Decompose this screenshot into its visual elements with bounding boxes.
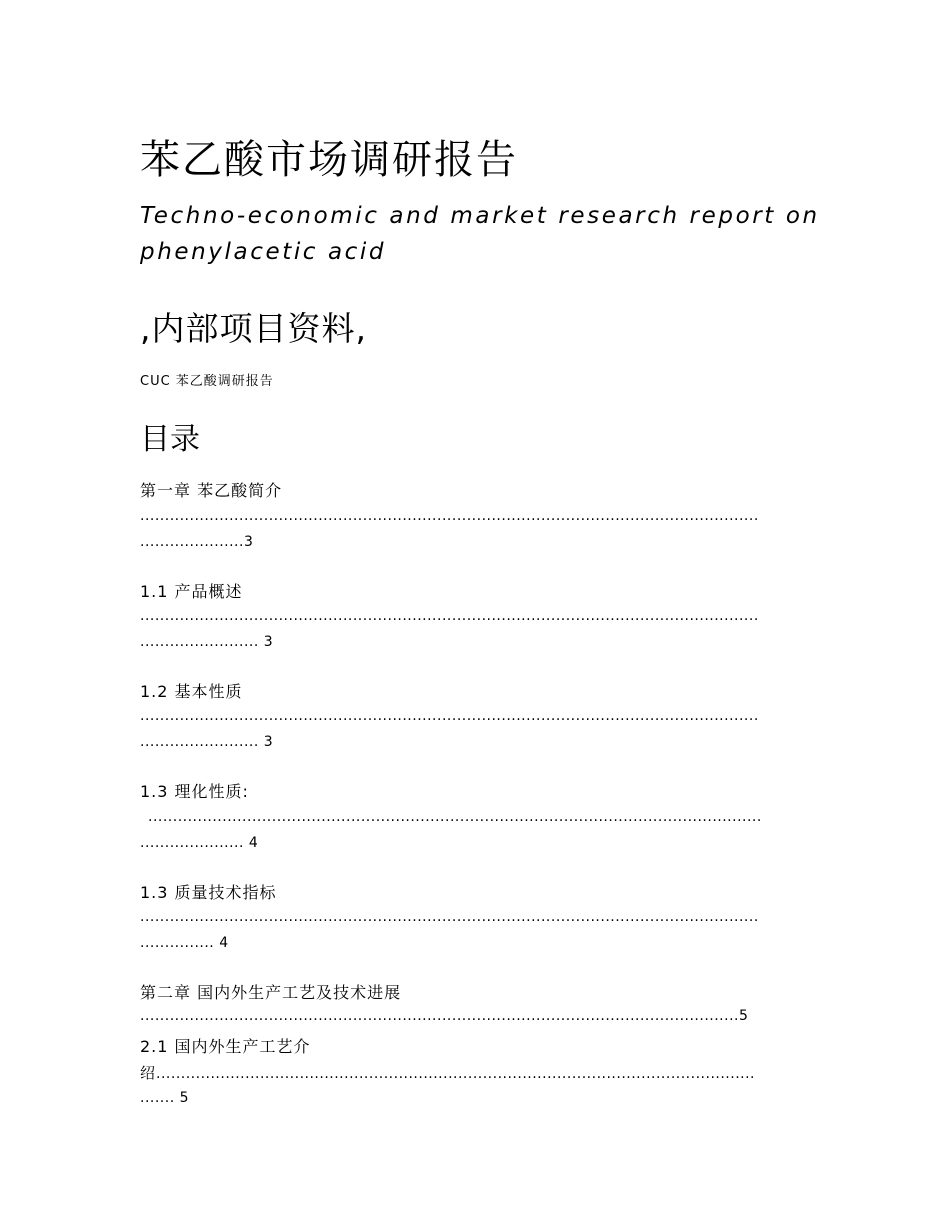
toc-leader-dots: ............................................................................................................................. xyxy=(140,608,759,624)
document-title: 苯乙酸市场调研报告 xyxy=(140,137,518,183)
toc-leader-dots: .....................3 xyxy=(140,534,254,550)
toc-entry-title: 第一章 苯乙酸简介 xyxy=(140,481,283,500)
english-subtitle-line-2: phenylacetic acid xyxy=(140,239,387,265)
toc-entry-title-continuation: 绍 xyxy=(140,1064,157,1082)
toc-page-number: 3 xyxy=(263,634,274,650)
toc-entry-title: 1.1 产品概述 xyxy=(140,582,243,601)
toc-entry-title: 1.3 质量技术指标 xyxy=(140,883,277,902)
toc-page-number: 5 xyxy=(738,1008,749,1024)
toc-leader-dots: ............................................................................................................................. xyxy=(140,708,759,724)
toc-leader-dots: .........................................................................................................................5 xyxy=(140,1008,749,1024)
toc-leader-dots: ............................................................................................................................. xyxy=(140,508,759,524)
toc-page-number: 3 xyxy=(263,734,274,750)
toc-entry-title: 1.3 理化性质: xyxy=(140,782,249,801)
header-caption: CUC 苯乙酸调研报告 xyxy=(140,374,274,389)
toc-page-number: 5 xyxy=(179,1090,190,1106)
internal-material-note: ,内部项目资料, xyxy=(140,309,367,348)
toc-entry-title: 第二章 国内外生产工艺及技术进展 xyxy=(140,983,402,1002)
toc-page-number: 3 xyxy=(243,534,254,550)
toc-heading: 目录 xyxy=(140,422,200,457)
toc-leader-dots: ............................................................................................................................ xyxy=(148,809,762,825)
english-subtitle-line-1: Techno-economic and market research report on xyxy=(140,203,820,229)
toc-leader-dots: ....... 5 xyxy=(140,1090,190,1106)
toc-leader-dots: ........................ 3 xyxy=(140,734,274,750)
toc-leader-dots: ..................... 4 xyxy=(140,835,259,851)
toc-page-number: 4 xyxy=(219,935,229,951)
toc-page-number: 4 xyxy=(248,835,259,851)
toc-leader-dots: 绍......................................................................................................................... xyxy=(140,1064,755,1082)
toc-entry-title: 2.1 国内外生产工艺介 xyxy=(140,1037,311,1056)
toc-entry-title: 1.2 基本性质 xyxy=(140,682,243,701)
toc-leader-dots: ........................ 3 xyxy=(140,634,274,650)
toc-leader-dots: ............... 4 xyxy=(140,935,229,951)
toc-leader-dots: ............................................................................................................................. xyxy=(140,909,759,925)
